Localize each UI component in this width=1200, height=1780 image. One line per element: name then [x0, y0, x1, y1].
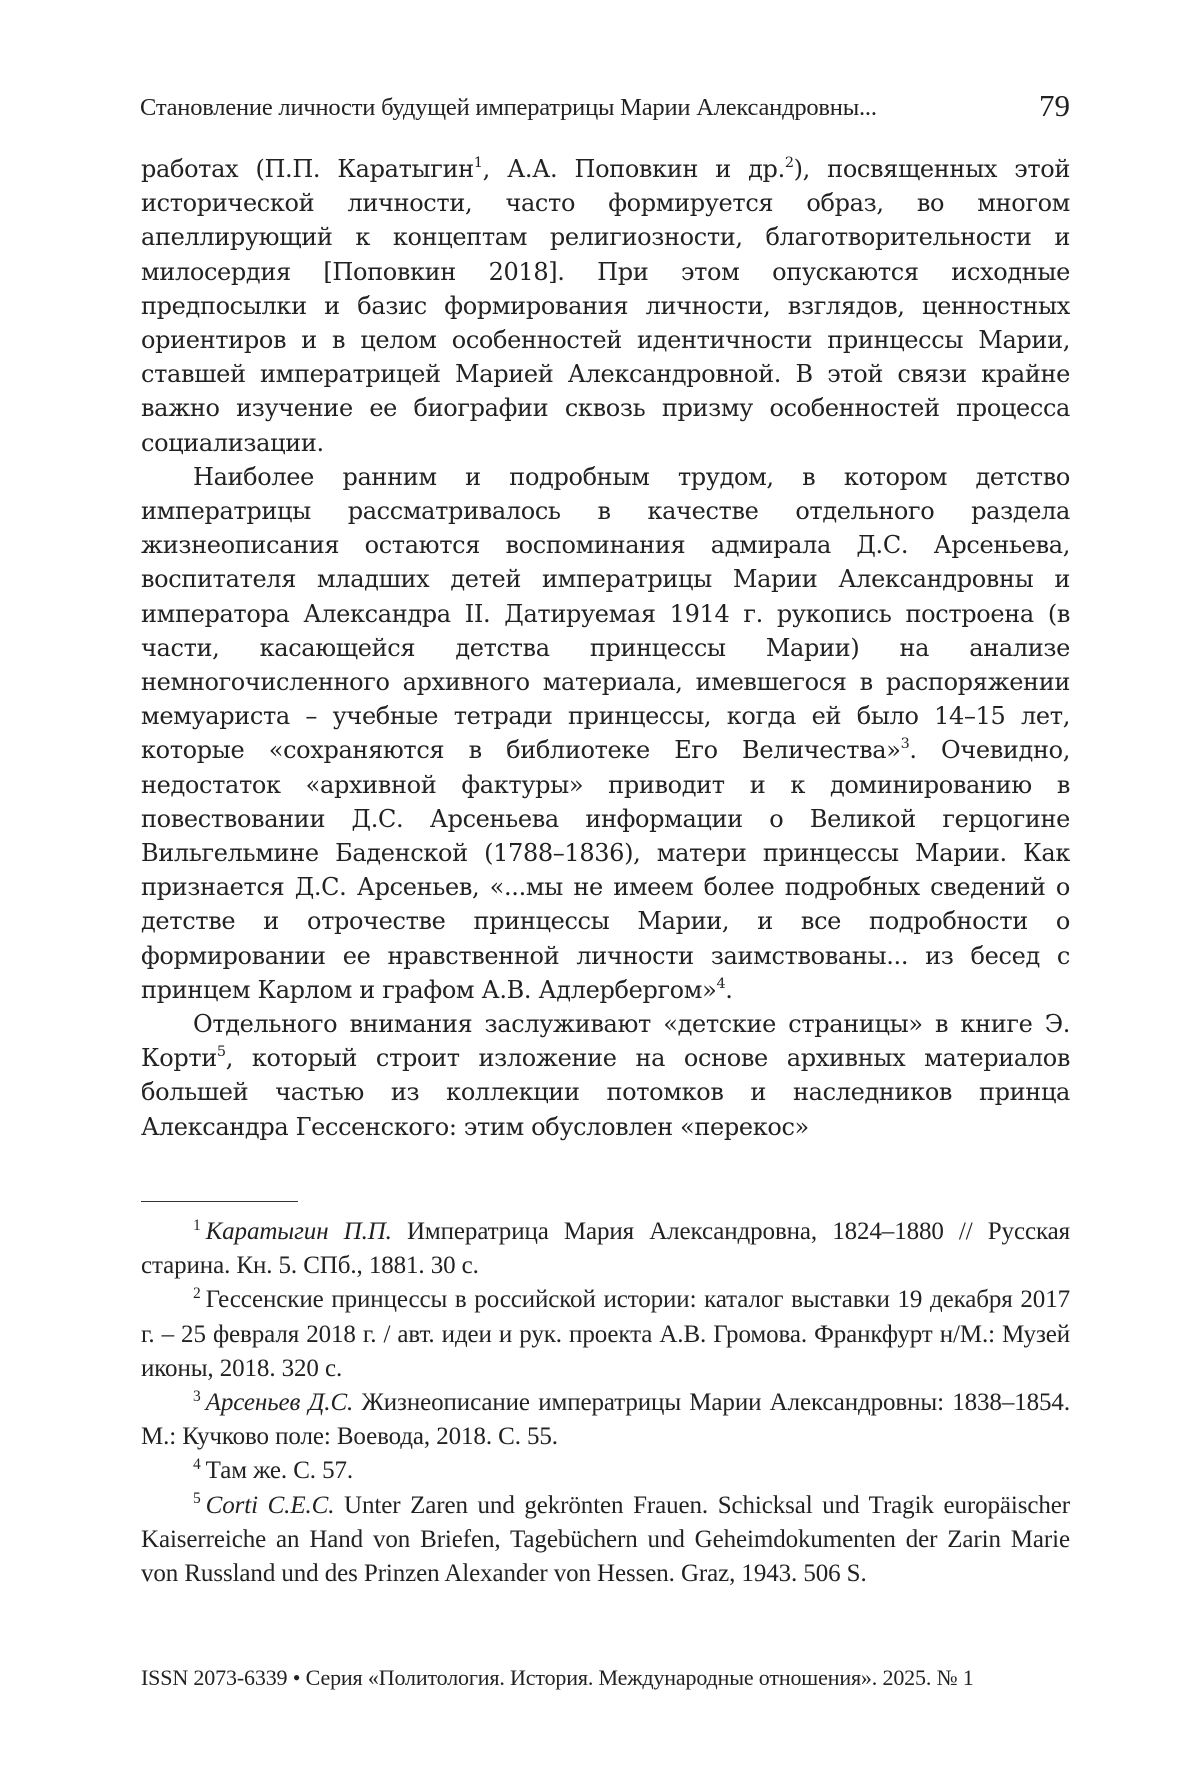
paragraph-1: работах (П.П. Каратыгин1, А.А. Поповкин и др.2), посвященных этой исторической личности, часто формируется образ, во многом апеллирующий к концептам религиозности, благотворительности и милосердия [Поповкин 2018]. При этом опускаются исходные предпосылки и базис формирования личности, взглядов, ценностных ориентиров и в целом особенностей идентичности принцессы Марии, ставшей императрицей Марией Александровной. В этой связи крайне важно изучение ее биографии сквозь призму особенностей процесса социализации. — [141, 152, 1070, 460]
footnote-ref-5[interactable]: 5 — [217, 1044, 226, 1060]
footnote-ref-4[interactable]: 4 — [716, 976, 725, 992]
main-text — [141, 152, 1070, 1144]
footnote-3: 3 Арсеньев Д.С. Жизнеописание императрицы Марии Александровны: 1838–1854. М.: Кучково поле: Воевода, 2018. С. 55. — [141, 1386, 1070, 1454]
running-header — [140, 90, 1070, 130]
running-title: Становление личности будущей императрицы Марии Александровны... — [140, 94, 877, 122]
footnotes — [141, 1215, 1070, 1591]
journal-footer: ISSN 2073-6339 • Серия «Политология. История. Международные отношения». 2025. № 1 — [141, 1665, 1070, 1691]
footnote-divider — [141, 1201, 298, 1202]
paragraph-3: Отдельного внимания заслуживают «детские страницы» в книге Э. Корти5, который строит изложение на основе архивных материалов большей частью из коллекции потомков и наследников принца Александра Гессенского: этим обусловлен «перекос» — [141, 1007, 1070, 1144]
footnote-ref-2[interactable]: 2 — [785, 155, 794, 171]
footnote-2: 2 Гессенские принцессы в российской истории: каталог выставки 19 декабря 2017 г. – 25 февраля 2018 г. / авт. идеи и рук. проекта А.В. Громова. Франкфурт н/М.: Музей иконы, 2018. 320 с. — [141, 1283, 1070, 1386]
page-number: 79 — [1039, 88, 1070, 124]
paragraph-2: Наиболее ранним и подробным трудом, в котором детство императрицы рассматривалось в качестве отдельного раздела жизнеописания остаются воспоминания адмирала Д.С. Арсеньева, воспитателя младших детей императрицы Марии Александровны и императора Александра II. Датируемая 1914 г. рукопись построена (в части, касающейся детства принцессы Марии) на анализе немногочисленного архивного материала, имевшегося в распоряжении мемуариста – учебные тетради принцессы, когда ей было 14–15 лет, которые «сохраняются в библиотеке Его Величества»3. Очевидно, недостаток «архивной фактуры» приводит и к доминированию в повествовании Д.С. Арсеньева информации о Великой герцогине Вильгельмине Баденской (1788–1836), матери принцессы Марии. Как признается Д.С. Арсеньев, «...мы не имеем более подробных сведений о детстве и отрочестве принцессы Марии, и все подробности о формировании ее нравственной личности заимствованы... из бесед с принцем Карлом и графом А.В. Адлербергом»4. — [141, 460, 1070, 1007]
footnote-ref-3[interactable]: 3 — [901, 736, 910, 752]
document-page — [0, 0, 1200, 1780]
footnote-ref-1[interactable]: 1 — [474, 155, 483, 171]
footnote-1: 1 Каратыгин П.П. Императрица Мария Александровна, 1824–1880 // Русская старина. Кн. 5. СПб., 1881. 30 с. — [141, 1215, 1070, 1283]
footnote-5: 5 Corti C.E.C. Unter Zaren und gekrönten Frauen. Schicksal und Tragik europäischer Kaiserreiche an Hand von Briefen, Tagebüchern und Geheimdokumenten der Zarin Marie von Russland und des Prinzen Alexander von Hessen. Graz, 1943. 506 S. — [141, 1489, 1070, 1592]
footnote-4: 4 Там же. С. 57. — [141, 1454, 1070, 1488]
